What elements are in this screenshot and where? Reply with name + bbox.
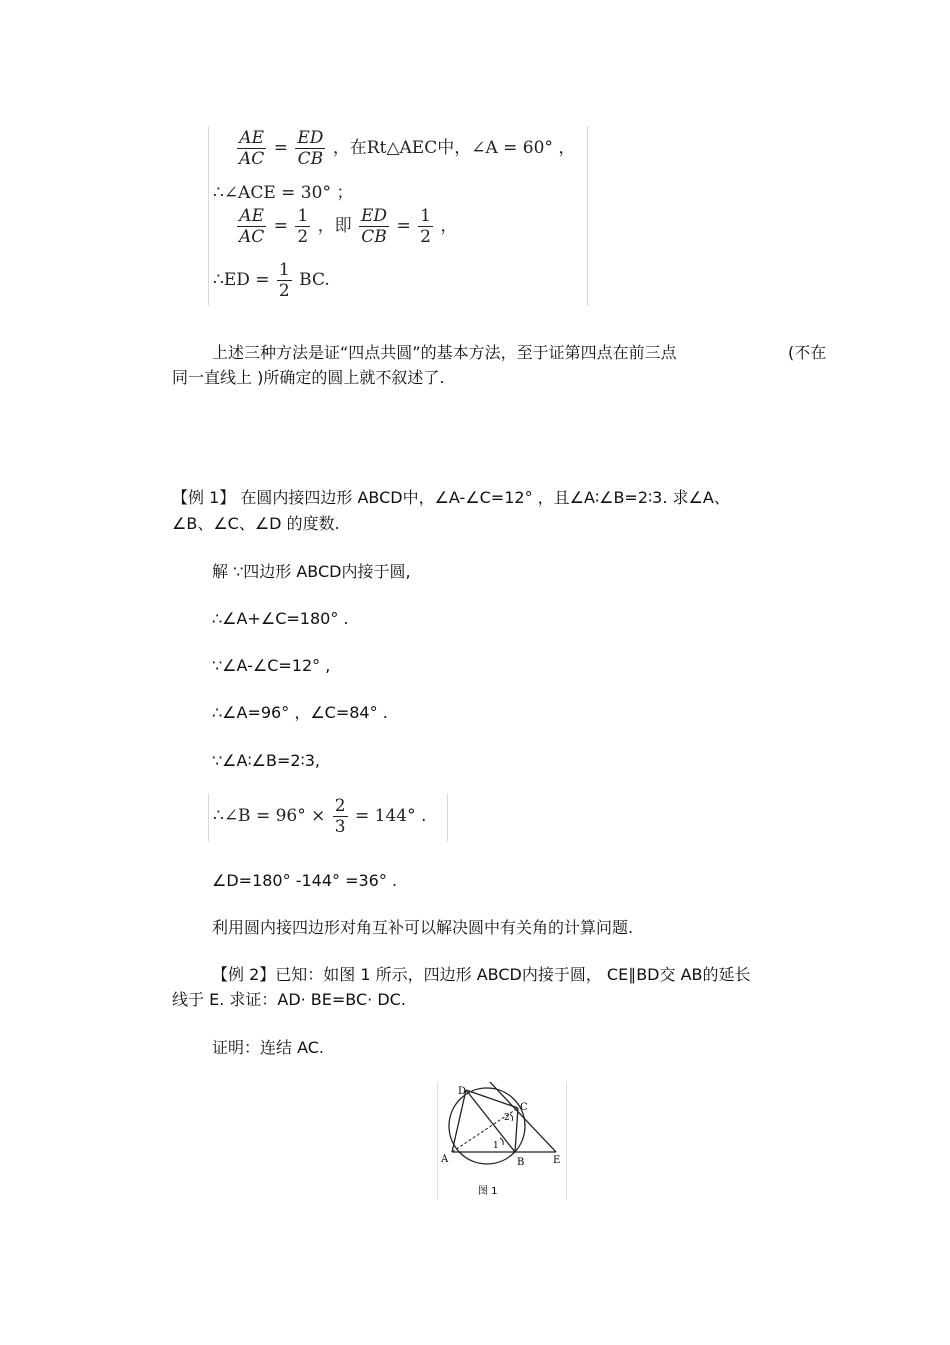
- formula-text: ，在Rt△AEC中，∠A = 60° ，: [332, 138, 576, 158]
- example-2-heading: 【例 2】已知：如图 1 所示，四边形 ABCD内接于圆， CE∥BD交 AB的延长: [212, 965, 751, 984]
- example-1-heading: 【例 1】 在圆内接四边形 ABCD中，∠A-∠C=12° ，且∠A∶∠B=2∶3. 求∠A、: [172, 488, 730, 507]
- solution-step: 解 ∵四边形 ABCD内接于圆,: [212, 562, 411, 581]
- formula-image-2: [208, 794, 448, 842]
- solution-step: ∵∠A∶∠B=2∶3,: [212, 751, 320, 770]
- fraction-denominator: AC: [239, 149, 265, 169]
- fraction-ed-cb: [295, 128, 325, 169]
- fraction-denominator: 2: [420, 227, 431, 247]
- proof-start: 证明：连结 AC.: [212, 1038, 325, 1057]
- line-ad: [452, 1090, 466, 1152]
- label-e: E: [553, 1155, 561, 1166]
- fraction-numerator: AE: [237, 206, 266, 227]
- paragraph-line: 上述三种方法是证“四点共圆”的基本方法，至于证第四点在前三点: [212, 343, 677, 362]
- formula-image-1: [208, 126, 588, 306]
- fraction-denominator: 2: [278, 281, 290, 301]
- solution-step: ∵∠A-∠C=12° ,: [212, 656, 331, 675]
- equals-sign: =: [396, 216, 411, 236]
- formula-line-4: [213, 260, 330, 301]
- formula-line-3: [235, 206, 457, 247]
- figure-1: [437, 1082, 567, 1200]
- label-c: C: [520, 1102, 528, 1113]
- angle-1-arc: [500, 1138, 503, 1145]
- formula-line: [213, 796, 426, 837]
- formula-text: ∴ED =: [213, 270, 270, 290]
- angle-2-arc: [510, 1114, 513, 1121]
- fraction-numerator: 1: [297, 206, 309, 226]
- label-d: D: [458, 1086, 467, 1097]
- paragraph-line: (不在: [788, 343, 827, 362]
- geometry-diagram: [438, 1082, 566, 1200]
- equals-sign: =: [273, 138, 288, 158]
- example-1-line-2: ∠B、∠C、∠D 的度数.: [172, 514, 340, 533]
- solution-step: ∴∠A=96° ，∠C=84° .: [212, 703, 388, 722]
- formula-text: ，: [440, 216, 458, 236]
- fraction-numerator: ED: [361, 206, 388, 226]
- example-2-line-2: 线于 E. 求证：AD· BE=BC· DC.: [172, 990, 406, 1009]
- formula-line-2: [213, 178, 353, 203]
- fraction-ae-ac: [237, 128, 266, 169]
- summary-sentence: 利用圆内接四边形对角互补可以解决圆中有关角的计算问题.: [212, 918, 634, 937]
- formula-line-1: [235, 128, 575, 169]
- formula-text: ，即: [317, 216, 352, 236]
- fraction-denominator: CB: [297, 149, 324, 169]
- fraction-two-thirds: [333, 796, 348, 837]
- fraction-one-half: [277, 260, 292, 301]
- fraction-numerator: 1: [278, 260, 290, 280]
- fraction-numerator: ED: [297, 128, 324, 148]
- fraction-ae-ac: [237, 206, 266, 247]
- fraction-denominator: 2: [297, 227, 309, 247]
- line-bc: [515, 1108, 518, 1152]
- equals-sign: =: [273, 216, 288, 236]
- fraction-numerator: AE: [237, 128, 266, 149]
- label-b: B: [517, 1157, 525, 1168]
- label-angle-2: 2: [504, 1113, 510, 1123]
- paragraph-line: 同一直线上 )所确定的圆上就不叙述了.: [172, 368, 445, 387]
- figure-caption: 图 1: [478, 1186, 498, 1197]
- label-a: A: [441, 1154, 449, 1165]
- solution-step: ∠D=180° -144° =36° .: [212, 871, 398, 890]
- fraction-denominator: 3: [334, 817, 346, 837]
- formula-text: BC.: [299, 270, 330, 290]
- formula-text: ∴∠ACE = 30° ；: [213, 183, 354, 203]
- fraction-one-half: [418, 206, 433, 247]
- formula-text: ∴∠B = 96° ×: [213, 806, 326, 826]
- fraction-denominator: CB: [361, 227, 387, 247]
- fraction-denominator: AC: [239, 227, 265, 247]
- label-angle-1: 1: [493, 1141, 499, 1151]
- fraction-numerator: 2: [334, 796, 346, 816]
- fraction-one-half: [295, 206, 310, 247]
- fraction-ed-cb: [359, 206, 389, 247]
- formula-text: = 144° .: [355, 806, 427, 826]
- solution-step: ∴∠A+∠C=180° .: [212, 609, 349, 628]
- fraction-numerator: 1: [420, 206, 431, 226]
